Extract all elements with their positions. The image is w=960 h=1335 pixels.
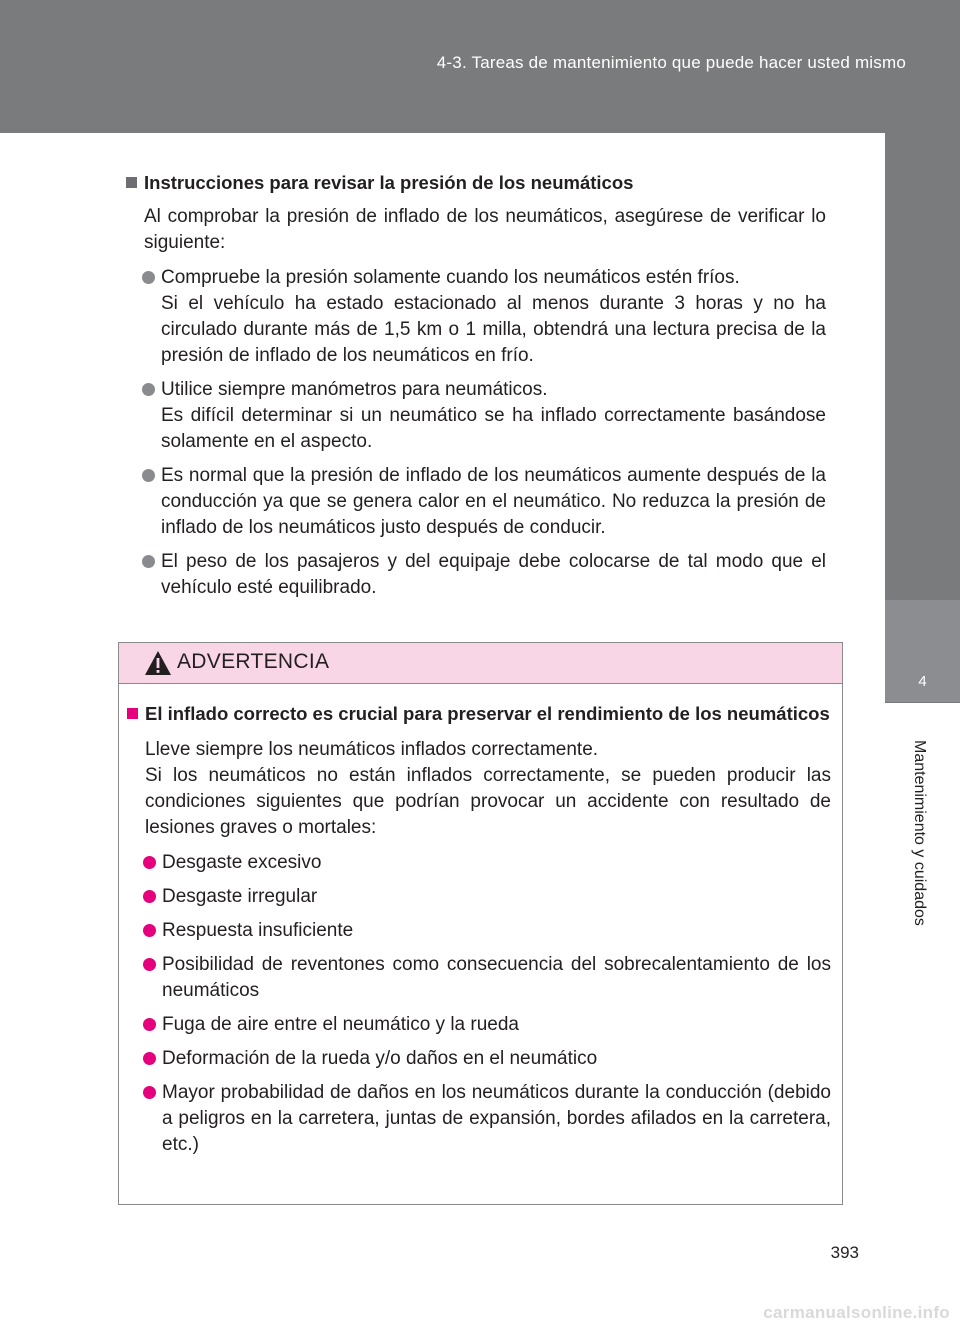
section-title: 4-3. Tareas de mantenimiento que puede hacer usted mismo [436, 53, 906, 72]
section-heading [126, 170, 826, 196]
warning-triangle-icon [143, 649, 173, 677]
list-item-text: Es difícil determinar si un neumático se ha inflado correctamente basándose solamente en el aspecto. [161, 405, 826, 452]
chapter-label: Mantenimiento y cuidados [911, 740, 928, 926]
warning-list-item-text: Mayor probabilidad de daños en los neumáticos durante la conducción (debido a peligros en la carretera, juntas de expansión, bordes afilados en la carretera, etc.) [162, 1082, 831, 1155]
bullet-dot-icon [143, 1018, 156, 1031]
warning-list-item [127, 1046, 831, 1072]
list-item [126, 377, 826, 455]
list-item-text: Si el vehículo ha estado estacionado al menos durante 3 horas y no ha circulado durante más de 1,5 km o 1 milla, obtendrá una lectura precisa de la presión de inflado de los neumáticos en frío. [161, 293, 826, 366]
warning-list-item-text: Deformación de la rueda y/o daños en el neumático [162, 1048, 598, 1069]
section-intro: Al comprobar la presión de inflado de los neumáticos, asegúrese de verificar lo siguiente: [144, 206, 826, 253]
bullet-dot-icon [142, 383, 155, 396]
warning-list-item-text: Fuga de aire entre el neumático y la rueda [162, 1014, 519, 1035]
bullet-dot-icon [143, 1086, 156, 1099]
warning-list-item [127, 884, 831, 910]
warning-list-item [127, 952, 831, 1004]
bullet-dot-icon [142, 469, 155, 482]
warning-list-item [127, 1080, 831, 1158]
list-item [126, 463, 826, 541]
warning-list-item-text: Posibilidad de reventones como consecuencia del sobrecalentamiento de los neumáticos [162, 954, 831, 1001]
page-number: 393 [830, 1243, 859, 1262]
warning-list-item [127, 850, 831, 876]
warning-paragraph-line: Si los neumáticos no están inflados correctamente, se pueden producir las condiciones siguientes que podrían provocar un accidente con resultado de lesiones graves o mortales: [145, 765, 831, 838]
chapter-number: 4 [885, 600, 960, 702]
square-bullet-icon [126, 177, 137, 188]
bullet-dot-icon [143, 924, 156, 937]
warning-paragraph-line: Lleve siempre los neumáticos inflados correctamente. [145, 739, 599, 760]
warning-list-item [127, 918, 831, 944]
warning-list-item [127, 1012, 831, 1038]
section-heading-text: Instrucciones para revisar la presión de los neumáticos [144, 172, 634, 193]
square-bullet-icon [127, 708, 138, 719]
bullet-dot-icon [143, 856, 156, 869]
bullet-dot-icon [142, 555, 155, 568]
warning-heading [127, 701, 831, 727]
warning-paragraph [127, 737, 831, 841]
list-item-title: Es normal que la presión de inflado de los neumáticos aumente después de la conducción ya que se genera calor en el neumático. No reduzca la presión de inflado de los neumáticos justo después de conducir. [161, 465, 826, 538]
warning-header [119, 643, 842, 684]
warning-box [118, 642, 843, 1205]
warning-list-item-text: Desgaste excesivo [162, 852, 322, 873]
list-item-title: El peso de los pasajeros y del equipaje debe colocarse de tal modo que el vehículo esté equilibrado. [161, 551, 826, 598]
bullet-dot-icon [142, 271, 155, 284]
bullet-dot-icon [143, 958, 156, 971]
warning-list-item-text: Desgaste irregular [162, 886, 318, 907]
warning-body [127, 701, 831, 1166]
watermark: carmanualsonline.info [763, 1303, 950, 1322]
list-item [126, 265, 826, 369]
bullet-dot-icon [143, 890, 156, 903]
list-item-title: Utilice siempre manómetros para neumáticos. [161, 379, 548, 400]
list-item [126, 549, 826, 601]
warning-heading-text: El inflado correcto es crucial para preservar el rendimiento de los neumáticos [145, 703, 830, 724]
list-item-title: Compruebe la presión solamente cuando los neumáticos estén fríos. [161, 267, 740, 288]
warning-list-item-text: Respuesta insuficiente [162, 920, 354, 941]
warning-title: ADVERTENCIA [177, 650, 330, 673]
bullet-dot-icon [143, 1052, 156, 1065]
main-content [126, 170, 826, 609]
